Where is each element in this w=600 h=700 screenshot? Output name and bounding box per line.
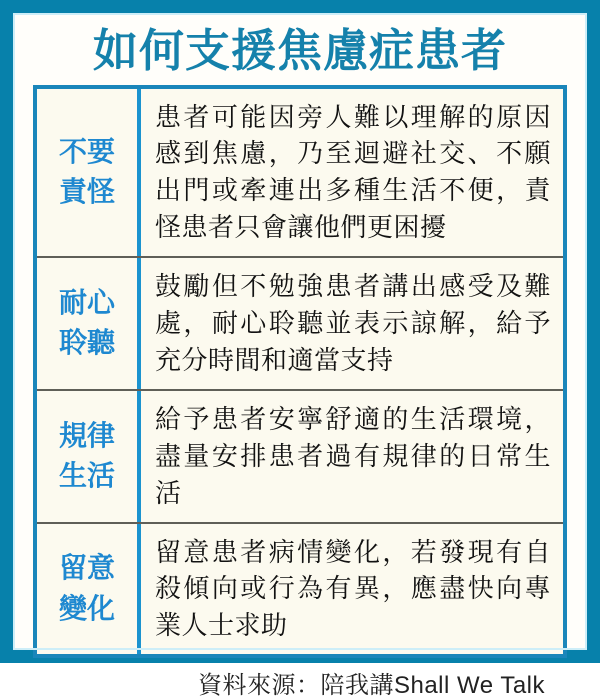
row-label-listen-patiently	[37, 258, 137, 389]
row-label-text: 耐心聆聽	[58, 286, 115, 359]
row-content: 給予患者安寧舒適的生活環境，盡量安排患者過有規律的日常生活	[137, 391, 563, 522]
row-content: 留意患者病情變化，若發現有自殺傾向或行為有異，應盡快向專業人士求助	[137, 524, 563, 655]
row-content: 鼓勵但不勉強患者講出感受及難處，耐心聆聽並表示諒解，給予充分時間和適當支持	[137, 258, 563, 389]
data-source-credit: 資料來源：陪我講Shall We Talk	[197, 672, 545, 700]
table-row	[37, 89, 563, 257]
row-label-regular-life	[37, 391, 137, 522]
row-label-text: 規律生活	[58, 419, 115, 492]
table-row	[37, 522, 563, 655]
row-label-watch-changes	[37, 524, 137, 655]
row-label-text: 不要責怪	[58, 135, 115, 208]
table-row	[37, 256, 563, 389]
support-tips-table	[33, 85, 567, 659]
page-title: 如何支援焦慮症患者	[92, 25, 507, 76]
table-row	[37, 389, 563, 522]
row-label-text: 留意變化	[58, 552, 115, 624]
row-content: 患者可能因旁人難以理解的原因感到焦慮，乃至迴避社交、不願出門或牽連出多種生活不便，責怪患者只會讓他們更困擾	[137, 89, 563, 257]
row-label-dont-blame	[37, 89, 137, 257]
